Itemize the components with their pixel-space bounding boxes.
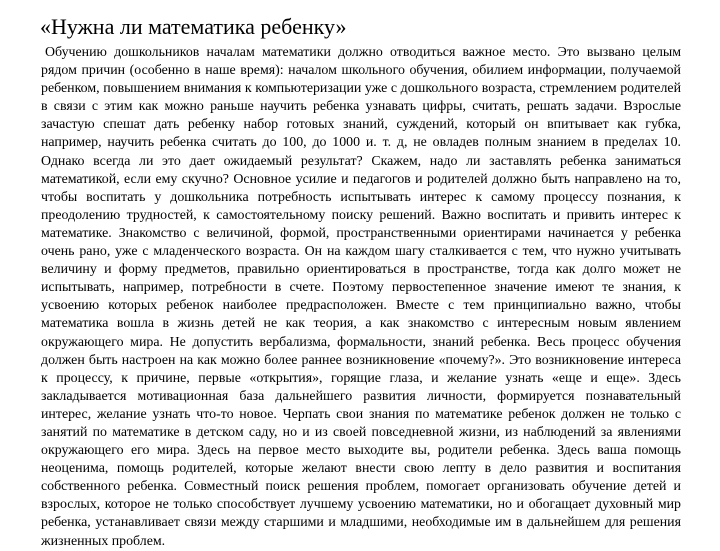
slide-body-text: Обучению дошкольников началам математики должно отводиться важное место. Это вызвано целым рядом причин (особенно в наше время): началом школьного обучения, обилием информации, получаемой ребенком, повышением внимания к компьютеризации уже с дошкольного возраста, стремлением родителей в связи с этим как можно раньше научить ребенка узнавать цифры, считать, решать задачи. Взрослые зачастую спешат дать ребенку набор готовых знаний, суждений, который он впитывает как губка, например, научить ребенка считать до 100, до 1000 и. т. д, не овладев полным знанием в пределах 10. Однако всегда ли это дает ожидаемый результат? Скажем, надо ли заставлять ребенка заниматься математикой, если ему скучно? Основное усилие и педагогов и родителей должно быть направлено на то, чтобы воспитать у дошкольника потребность испытывать интерес к самому процессу познания, к преодолению трудностей, к самостоятельному поиску решений. Важно воспитать и привить интерес к математике. Знакомство с величиной, формой, пространственными ориентирами начинается у ребенка очень рано, уже с младенческого возраста. Он на каждом шагу сталкивается с тем, что нужно учитывать величину и форму предметов, правильно ориентироваться в пространстве, тогда как долго может не испытывать, например, потребности в счете. Поэтому первостепенное значение имеют те знания, к усвоению которых ребенок наиболее предрасположен. Вместе с тем принципиально важно, чтобы математика вошла в жизнь детей не как теория, а как знакомство с интересным новым явлением окружающего мира. Не допустить вербализма, формальности, знаний ребенка. Весь процесс обучения должен быть настроен на как можно более раннее возникновение «почему?». Это возникновение интереса к процессу, к причине, первые «открытия», горящие глаза, и желание узнать «еще и еще». Здесь закладывается мотивационная база дальнейшего развития личности, формируется познавательный интерес, желание узнать что-то новое. Черпать свои знания по математике ребенок должен не только с занятий по математике в детском саду, но и из своей повседневной жизни, из наблюдений за явлениями окружающего его мира. Здесь на первое место выходите вы, родители ребенка. Здесь ваша помощь неоценима, помощь родителей, которые желают внести свою лепту в дело развития и воспитания собственного ребенка. Совместный поиск решения проблем, помогает организовать обучение детей и взрослых, которое не только способствует лучшему усвоению математики, но и обогащает духовный мир ребенка, устанавливает связи между старшими и младшими, необходимые им в дальнейшем для решения жизненных проблем. bbox=[41, 45, 681, 549]
slide-title: «Нужна ли математика ребенку» bbox=[40, 14, 347, 39]
